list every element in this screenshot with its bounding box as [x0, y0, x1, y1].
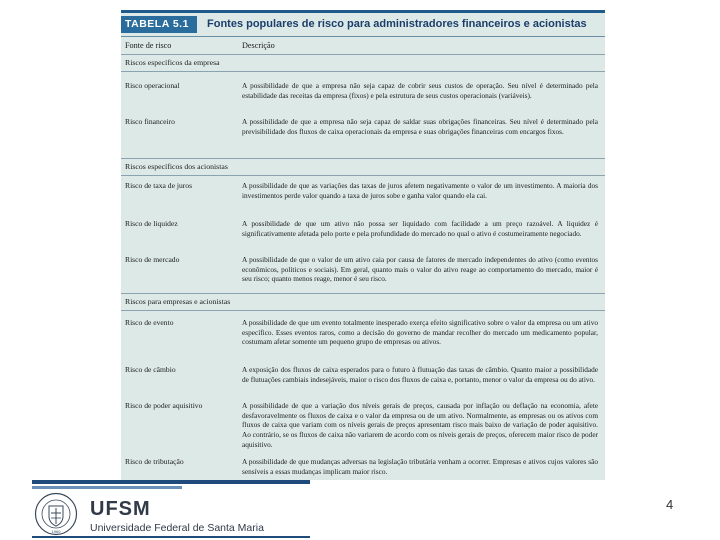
ufsm-logo	[32, 480, 310, 538]
ufsm-acronym: UFSM	[90, 498, 151, 520]
page-number: 4	[666, 497, 674, 512]
column-header-source: Fonte de risco	[125, 41, 172, 50]
university-name: Universidade Federal de Santa Maria	[90, 522, 264, 534]
row-label: Risco de câmbio	[125, 365, 176, 374]
logo-bottom-rule	[32, 536, 310, 538]
section-heading: Riscos para empresas e acionistas	[125, 297, 231, 306]
table-title-row	[121, 14, 605, 37]
seal-year: 1960	[51, 529, 61, 534]
risk-sources-table	[121, 10, 605, 480]
section-divider	[121, 175, 605, 176]
row-description: A possibilidade de que a empresa não seja capaz de cobrir seus custos de operação. Seu nível é determinado pela estabilidade das receitas da empresa (fixos) e pela estrutura de seus custos operacionais (variáveis).	[242, 81, 598, 100]
row-description: A possibilidade de que a empresa não seja capaz de saldar suas obrigações financeiras. Seu nível é determinado pela previsibilidade dos fluxos de caixa operacionais da empresa e suas obrigações financeiras com encargos fixos.	[242, 117, 598, 136]
row-description: A exposição dos fluxos de caixa esperados para o futuro à flutuação das taxas de câmbio. Quanto maior a possibilidade de flutuações cambiais indesejáveis, maior o risco dos fluxos de caixa e, portanto, menor o valor da empresa ou do ativo.	[242, 365, 598, 384]
row-description: A possibilidade de que um ativo não possa ser liquidado com facilidade a um preço razoável. A liquidez é significativamente afetada pelo porte e pela profundidade do mercado no qual o ativo é costumeiramente negociado.	[242, 219, 598, 238]
table-number-badge: TABELA 5.1	[121, 16, 197, 33]
table-top-bar	[121, 10, 605, 13]
section-divider	[121, 293, 605, 294]
table-title: Fontes populares de risco para administradores financeiros e acionistas	[207, 18, 587, 30]
row-label: Risco de taxa de juros	[125, 181, 193, 190]
row-label: Risco financeiro	[125, 117, 175, 126]
row-label: Risco operacional	[125, 81, 180, 90]
title-divider	[121, 36, 605, 37]
section-divider	[121, 71, 605, 72]
row-description: A possibilidade de que as variações das taxas de juros afetem negativamente o valor de um investimento. A maioria dos investimentos perde valor quando a taxa de juros sobe e ganha valor quando ela cai.	[242, 181, 598, 200]
row-description: A possibilidade de que o valor de um ativo caia por causa de fatores de mercado independentes do ativo (como eventos econômicos, políticos e sociais). Em geral, quanto mais o valor do ativo reage ao comportamento do mercado, maior é seu risco; quanto menos reage, menor é seu risco.	[242, 255, 598, 284]
row-description: A possibilidade de que a variação dos níveis gerais de preços, causada por inflação ou deflação na economia, afete desfavoravelmente os fluxos de caixa e o valor da empresa ou de um ativo. Normalmente, as empresas ou os ativos com fluxos de caixa que variam com os níveis gerais de preços apresentam risco mais baixo de variação de poder aquisitivo. Ao contrário, se os fluxos de caixa não variarem de acordo com os níveis gerais de preços, oferecem maior risco de poder aquisitivo.	[242, 401, 598, 449]
row-label: Risco de evento	[125, 318, 174, 327]
section-heading: Riscos específicos dos acionistas	[125, 162, 228, 171]
section-divider	[121, 310, 605, 311]
row-label: Risco de liquidez	[125, 219, 178, 228]
section-heading: Riscos específicos da empresa	[125, 58, 220, 67]
row-description: A possibilidade de que um evento totalmente inesperado exerça efeito significativo sobre o valor da empresa ou um ativo específico. Esses eventos raros, como a decisão do governo de mandar recolher do mercado um medicamento popular, costumam afetar somente um pequeno grupo de empresas ou ativos.	[242, 318, 598, 347]
logo-top-rule	[32, 480, 310, 484]
row-label: Risco de mercado	[125, 255, 180, 264]
row-label: Risco de poder aquisitivo	[125, 401, 203, 410]
row-label: Risco de tributação	[125, 457, 184, 466]
column-header-description: Descrição	[242, 41, 275, 50]
logo-accent-rule	[32, 486, 182, 489]
university-seal-icon	[34, 492, 78, 536]
header-divider	[121, 54, 605, 55]
section-divider	[121, 158, 605, 159]
row-description: A possibilidade de que mudanças adversas na legislação tributária venham a ocorrer. Empresas e ativos cujos valores são sensíveis a essas mudanças implicam maior risco.	[242, 457, 598, 476]
